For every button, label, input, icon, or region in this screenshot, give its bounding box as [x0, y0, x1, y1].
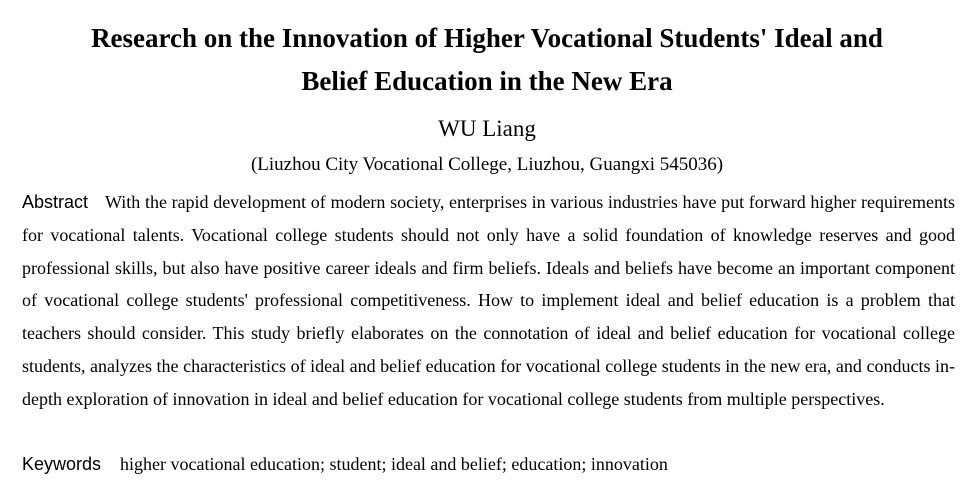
author-affiliation: (Liuzhou City Vocational College, Liuzhou, Guangxi 545036) — [250, 154, 724, 175]
keywords-section — [22, 450, 955, 478]
abstract-section — [22, 186, 955, 416]
paper-title-line-2: Belief Education in the New Era — [301, 66, 673, 96]
paper-title-line-1: Research on the Innovation of Higher Vocational Students' Ideal and — [91, 23, 883, 53]
abstract-text: With the rapid development of modern society, enterprises in various industries have put forward higher requirements for vocational talents. Vocational college students should not only have a solid foundation of knowledge reserves and good professional skills, but also have positive career ideals and firm beliefs. Ideals and beliefs have become an important component of vocational college students' professional competitiveness. How to implement ideal and belief education is a problem that teachers should consider. This study briefly elaborates on the connotation of ideal and belief education for vocational college students, analyzes the characteristics of ideal and belief education for vocational college students in the new era, and conducts in-depth exploration of innovation in ideal and belief education for vocational college students from multiple perspectives. — [22, 192, 955, 409]
abstract-label: Abstract — [22, 192, 89, 212]
keywords-label: Keywords — [22, 454, 102, 474]
author-name: WU Liang — [438, 116, 536, 141]
keywords-text: higher vocational education; student; ideal and belief; education; innovation — [120, 454, 668, 474]
